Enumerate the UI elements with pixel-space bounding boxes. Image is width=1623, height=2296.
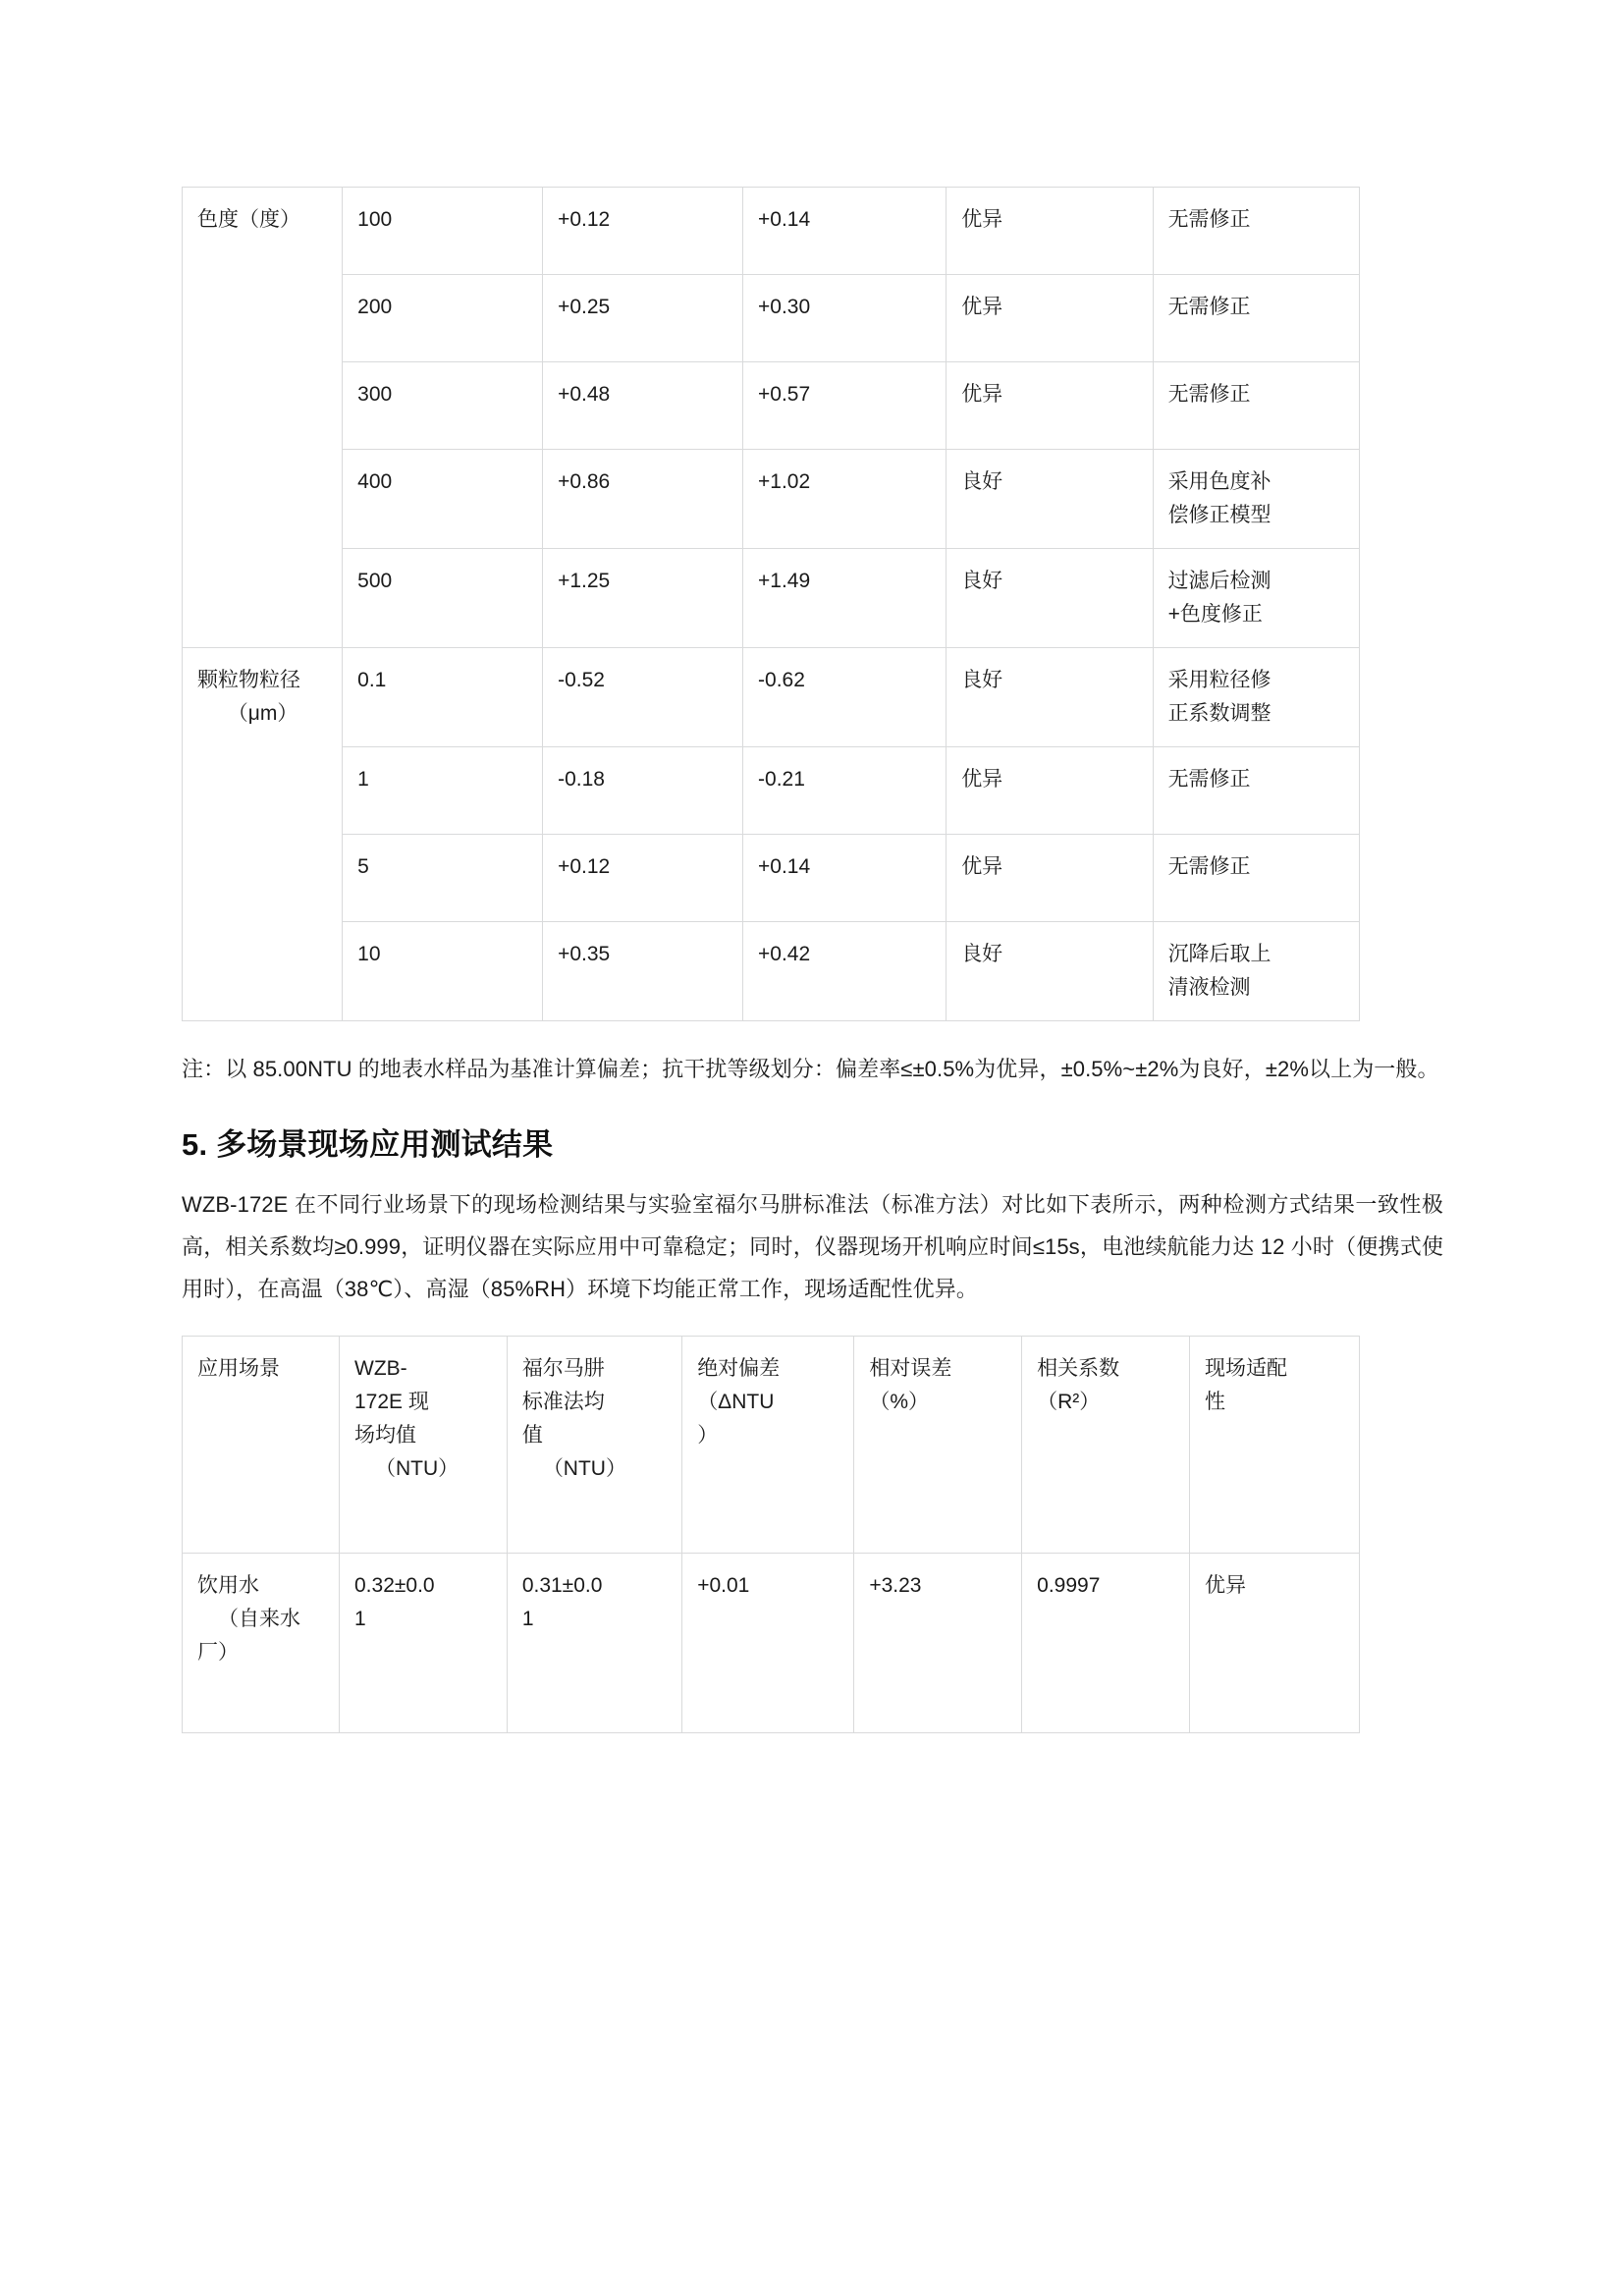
cell-grade: 优异 (947, 362, 1153, 450)
table-note-spacer (182, 1021, 1443, 1025)
cell-correction (1153, 747, 1359, 835)
cell-rel-dev: +0.57 (743, 362, 947, 450)
correction-line-2: 清液检测 (1167, 976, 1251, 1000)
cell-correction (1153, 450, 1359, 549)
header-line-2: （%） (869, 1391, 930, 1414)
correction-line-1: 采用色度补 (1167, 470, 1271, 493)
header-line-1: 福尔马肼 (521, 1357, 605, 1381)
table-row (183, 922, 1360, 1021)
cell-correction (1153, 188, 1359, 275)
header-line-2: （ΔNTU (697, 1391, 775, 1414)
cell-abs-dev: +0.35 (543, 922, 743, 1021)
header-absolute-deviation (682, 1337, 854, 1554)
table-row (183, 450, 1360, 549)
page-content (182, 187, 1443, 1733)
standard-mean-line-1: 0.31±0.0 (521, 1574, 603, 1598)
cell-abs-dev: +0.86 (543, 450, 743, 549)
table-row (183, 835, 1360, 922)
group-label-colour: 色度（度） (183, 188, 343, 648)
cell-level: 5 (343, 835, 543, 922)
group-label-line-2: （μm） (227, 702, 298, 726)
cell-rel-dev: +1.49 (743, 549, 947, 648)
header-line-4: （NTU） (375, 1457, 460, 1481)
correction-line-2: 正系数调整 (1167, 702, 1271, 726)
cell-abs-dev: -0.18 (543, 747, 743, 835)
cell-abs-dev: +0.48 (543, 362, 743, 450)
cell-level: 500 (343, 549, 543, 648)
correction-line-1: 无需修正 (1167, 296, 1251, 318)
cell-correction (1153, 362, 1359, 450)
cell-rel-dev: +0.30 (743, 275, 947, 362)
cell-level: 100 (343, 188, 543, 275)
header-line-3: 场均值 (354, 1424, 416, 1448)
cell-wzb-mean (340, 1554, 508, 1733)
cell-level: 1 (343, 747, 543, 835)
header-line-1: WZB- (354, 1357, 407, 1381)
correction-line-1: 沉降后取上 (1167, 943, 1271, 966)
correction-line-1: 无需修正 (1167, 383, 1251, 406)
cell-abs-dev: +0.25 (543, 275, 743, 362)
cell-abs-dev: +0.12 (543, 188, 743, 275)
correction-line-2: 偿修正模型 (1167, 504, 1271, 527)
table-row (183, 362, 1360, 450)
field-application-table (182, 1336, 1360, 1733)
correction-line-2: +色度修正 (1167, 603, 1263, 627)
correction-line-1: 过滤后检测 (1167, 570, 1271, 593)
standard-mean-line-2: 1 (521, 1608, 534, 1631)
group-label-line-1: 颗粒物粒径 (197, 669, 300, 692)
cell-grade: 优异 (947, 188, 1153, 275)
correction-line-1: 无需修正 (1167, 208, 1251, 231)
cell-grade: 良好 (947, 549, 1153, 648)
wzb-mean-line-1: 0.32±0.0 (354, 1574, 435, 1598)
group-label-particle-size (183, 648, 343, 1021)
cell-grade: 优异 (947, 747, 1153, 835)
header-field-adaptability (1189, 1337, 1359, 1554)
header-wzb-mean (340, 1337, 508, 1554)
correction-line-1: 无需修正 (1167, 855, 1251, 879)
cell-correction (1153, 922, 1359, 1021)
scenario-line-1: 饮用水 (197, 1574, 259, 1598)
section-paragraph: WZB-172E 在不同行业场景下的现场检测结果与实验室福尔马肼标准法（标准方法）对比如下表所示，两种检测方式结果一致性极高，相关系数均≥0.999，证明仪器在实际应用中可靠稳定；同时，仪器现场开机响应时间≤15s，电池续航能力达 12 小时（便携式使用时），在高温（38℃）、高湿（85%RH）环境下均能正常工作，现场适配性优异。 (182, 1191, 1443, 1301)
table-row (183, 747, 1360, 835)
header-line-3: ） (697, 1424, 719, 1448)
table-note: 注：以 85.00NTU 的地表水样品为基准计算偏差；抗干扰等级划分：偏差率≤±0.5%为优异，±0.5%~±2%为良好，±2%以上为一般。 (182, 1057, 1439, 1082)
header-line-3: 值 (521, 1424, 543, 1448)
cell-grade: 良好 (947, 648, 1153, 747)
table-row (183, 549, 1360, 648)
cell-abs-dev: +1.25 (543, 549, 743, 648)
cell-scenario (183, 1554, 340, 1733)
header-line-2: 172E 现 (354, 1391, 429, 1414)
cell-correction (1153, 549, 1359, 648)
cell-rel-dev: -0.21 (743, 747, 947, 835)
cell-rel-dev: +0.14 (743, 835, 947, 922)
cell-rel-dev: -0.62 (743, 648, 947, 747)
cell-abs-dev: +0.12 (543, 835, 743, 922)
cell-correction (1153, 275, 1359, 362)
cell-grade: 良好 (947, 450, 1153, 549)
table-row (183, 275, 1360, 362)
header-line-2: 性 (1204, 1391, 1225, 1414)
wzb-mean-line-2: 1 (354, 1608, 366, 1631)
cell-level: 0.1 (343, 648, 543, 747)
cell-standard-mean (507, 1554, 681, 1733)
cell-level: 10 (343, 922, 543, 1021)
table-header-row (183, 1337, 1360, 1554)
cell-correction (1153, 835, 1359, 922)
header-correlation-coefficient (1022, 1337, 1190, 1554)
cell-rel-dev: +0.14 (743, 188, 947, 275)
cell-absolute-deviation: +0.01 (682, 1554, 854, 1733)
table-row (183, 188, 1360, 275)
correction-line-1: 无需修正 (1167, 768, 1251, 792)
header-line-1: 现场适配 (1204, 1357, 1287, 1381)
header-scenario (183, 1337, 340, 1554)
cell-grade: 优异 (947, 275, 1153, 362)
header-relative-error (854, 1337, 1022, 1554)
cell-rel-dev: +0.42 (743, 922, 947, 1021)
correction-line-1: 采用粒径修 (1167, 669, 1271, 692)
scenario-line-3: 厂） (197, 1641, 239, 1665)
cell-correlation-coefficient: 0.9997 (1022, 1554, 1190, 1733)
table-row (183, 648, 1360, 747)
header-line-1: 绝对偏差 (697, 1357, 781, 1381)
page-title: 5. 多场景现场应用测试结果 (182, 1127, 554, 1163)
cell-level: 400 (343, 450, 543, 549)
cell-level: 300 (343, 362, 543, 450)
header-line-4: （NTU） (542, 1457, 626, 1481)
cell-field-adaptability: 优异 (1189, 1554, 1359, 1733)
header-standard-mean (507, 1337, 681, 1554)
cell-grade: 优异 (947, 835, 1153, 922)
header-line-1: 相对误差 (869, 1357, 952, 1381)
header-line-2: （R²） (1037, 1391, 1101, 1414)
cell-abs-dev: -0.52 (543, 648, 743, 747)
cell-correction (1153, 648, 1359, 747)
cell-relative-error: +3.23 (854, 1554, 1022, 1733)
interference-table (182, 187, 1360, 1021)
header-line-2: 标准法均 (521, 1391, 605, 1414)
table-row (183, 1554, 1360, 1733)
cell-level: 200 (343, 275, 543, 362)
cell-rel-dev: +1.02 (743, 450, 947, 549)
cell-grade: 良好 (947, 922, 1153, 1021)
header-line-1: 相关系数 (1037, 1357, 1120, 1381)
header-line-1: 应用场景 (197, 1357, 280, 1381)
scenario-line-2: （自来水 (218, 1608, 300, 1631)
